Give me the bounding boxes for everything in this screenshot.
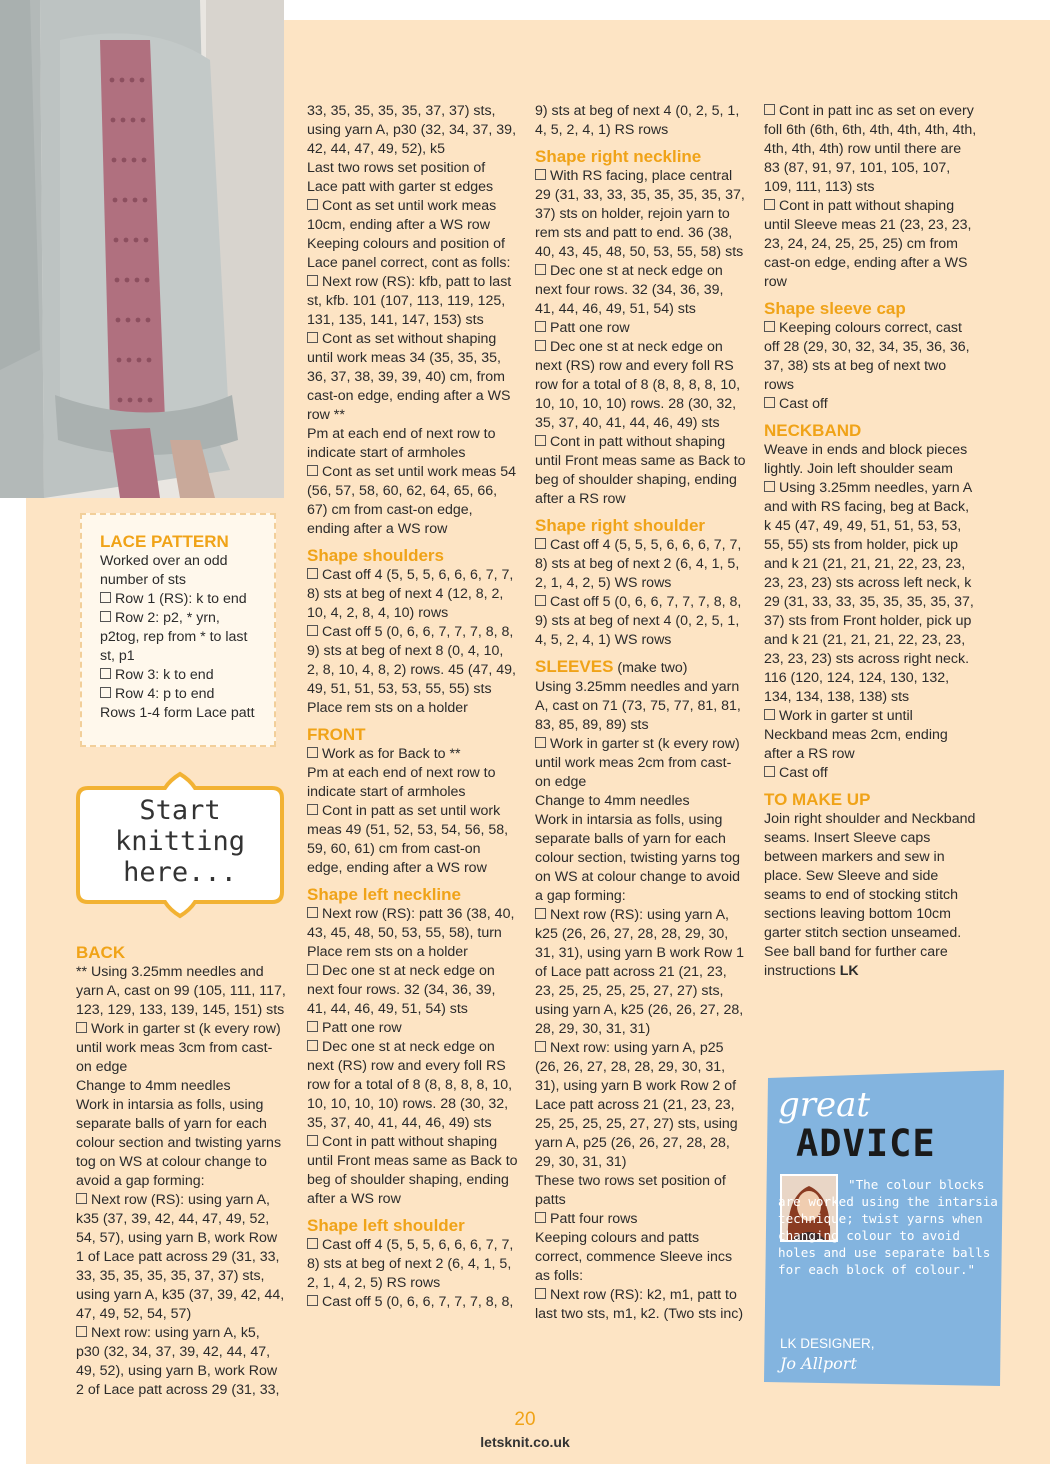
instruction-step: [307, 1019, 519, 1038]
instruction-text: Cast off 4 (5, 5, 5, 6, 6, 6, 7, 7, 8) sts at beg of next 2 (6, 4, 1, 5, 2, 1, 4, 2, 5) WS rows: [535, 537, 742, 591]
designer-quote: [778, 1176, 998, 1278]
page-number: 20: [514, 1409, 536, 1430]
lace-line-text: Row 3: k to end: [115, 667, 214, 683]
checkbox-icon[interactable]: [535, 435, 546, 446]
instruction-step: [764, 479, 978, 707]
section-heading: [535, 657, 747, 678]
instruction-step: [307, 566, 519, 623]
checkbox-icon[interactable]: [307, 1021, 318, 1032]
designer-label: LK DESIGNER,: [780, 1336, 875, 1351]
instruction-paragraph: 33, 35, 35, 35, 35, 37, 37) sts, using yarn A, p30 (32, 34, 37, 39, 42, 44, 47, 49, 52), k5: [307, 103, 517, 157]
lace-pattern-line: [100, 666, 260, 685]
checkbox-icon[interactable]: [307, 275, 318, 286]
checkbox-icon[interactable]: [764, 397, 775, 408]
instruction-step: [535, 906, 747, 1039]
instruction-step: [535, 319, 747, 338]
instruction-step: [535, 1039, 747, 1172]
instruction-text: Next row (RS): using yarn A, k35 (37, 39, 42, 44, 47, 49, 52, 54, 57), using yarn B, work Row 1 of Lace patt across 29 (31, 33, 33, 35, 35, 35, 35, 37, 37) sts, using yarn A, k35 (37, 39, 42, 44, 47, 49, 52, 54, 57): [76, 1192, 285, 1322]
checkbox-icon[interactable]: [535, 264, 546, 275]
instruction-text: Cast off 5 (0, 6, 6, 7, 7, 7, 8, 8, 9) sts at beg of next 4 (0, 2, 5, 1, 4, 5, 2, 4, 1) WS rows: [535, 594, 742, 648]
instruction-step: [535, 338, 747, 433]
instruction-step: [764, 395, 978, 414]
checkbox-icon[interactable]: [100, 611, 111, 622]
checkbox-icon[interactable]: [100, 592, 111, 603]
checkbox-icon[interactable]: [307, 907, 318, 918]
instruction-step: [76, 1324, 286, 1400]
instruction-step: [76, 1191, 286, 1324]
instruction-step: [307, 1038, 519, 1133]
instruction-text: Cont in patt without shaping until Sleeve meas 21 (23, 23, 23, 23, 24, 24, 25, 25, 25) cm from cast-on edge, ending after a WS row: [764, 198, 972, 290]
lace-pattern-line: [100, 685, 260, 704]
instruction-step: [307, 905, 519, 943]
checkbox-icon[interactable]: [307, 465, 318, 476]
instruction-text: Patt one row: [550, 320, 630, 336]
instruction-step: [307, 1133, 519, 1209]
instruction-text: Cast off 4 (5, 5, 5, 6, 6, 6, 7, 7, 8) sts at beg of next 2 (6, 4, 1, 5, 2, 1, 4, 2, 5) RS rows: [307, 1237, 514, 1291]
section-heading: NECKBAND: [764, 421, 862, 440]
instruction-step: [535, 167, 747, 262]
instruction-step: [535, 1286, 747, 1324]
instruction-paragraph: Last two rows set position of Lace patt with garter st edges: [307, 160, 494, 195]
instruction-text: Using 3.25mm needles, yarn A and with RS facing, beg at Back, k 45 (47, 49, 49, 51, 51, 53, 53, 55, 55) sts from holder, pick up and k 21 (21, 21, 21, 22, 23, 23, 23, 23, 23) sts across left neck, k 29 (31, 33, 33, 35, 35, 35, 35, 37, 37) sts from Front holder, pick up and k 21 (21, 21, 21, 22, 23, 23, 23, 23, 23) sts across right neck. 116 (120, 124, 124, 130, 132, 134, 134, 138, 138) sts: [764, 480, 974, 705]
badge-line-2: knitting: [114, 826, 246, 857]
lace-line-text: Row 2: p2, * yrn, p2tog, rep from * to last st, p1: [100, 610, 248, 664]
instruction-step: [307, 463, 519, 539]
instruction-text: Patt four rows: [550, 1211, 638, 1227]
instruction-text: Next row (RS): using yarn A, k25 (26, 26, 27, 28, 28, 29, 30, 31, 31), using yarn B work Row 1 of Lace patt across 21 (21, 23, 23, 25, 25, 25, 25, 27, 27) sts, using yarn A, k25 (26, 26, 27, 28, 28, 29, 30, 31, 31): [535, 907, 744, 1037]
instruction-step: [535, 1210, 747, 1229]
lace-line-text: Row 4: p to end: [115, 686, 215, 702]
great-heading: great: [778, 1085, 871, 1125]
checkbox-icon[interactable]: [535, 321, 546, 332]
instruction-text: Cast off 4 (5, 5, 5, 6, 6, 6, 7, 7, 8) sts at beg of next 4 (12, 8, 2, 10, 4, 2, 8, 4, 10) rows: [307, 567, 514, 621]
instruction-paragraph: Weave in ends and block pieces lightly. Join left shoulder seam: [764, 442, 968, 477]
instruction-text: Work in garter st (k every row) until work meas 3cm from cast-on edge: [76, 1021, 281, 1075]
start-knitting-text: [70, 795, 290, 888]
checkbox-icon[interactable]: [764, 199, 775, 210]
lace-pattern-line: [100, 590, 260, 609]
heading-text: SLEEVES: [535, 657, 614, 676]
lace-pattern-lines: [100, 552, 260, 723]
heading-suffix: (make two): [613, 660, 688, 676]
checkbox-icon[interactable]: [535, 1041, 546, 1052]
checkbox-icon[interactable]: [764, 766, 775, 777]
instruction-text: Dec one st at neck edge on next (RS) row and every foll RS row for a total of 8 (8, 8, 8, 8, 10, 10, 10, 10, 10) rows. 28 (30, 32, 35, 37, 40, 41, 44, 46, 49) sts: [307, 1039, 513, 1131]
instruction-text: Cast off 5 (0, 6, 6, 7, 7, 7, 8, 8,: [322, 1294, 514, 1310]
checkbox-icon[interactable]: [307, 332, 318, 343]
instruction-paragraph: Pm at each end of next row to indicate start of armholes: [307, 426, 496, 461]
instruction-text: Cast off: [779, 765, 828, 781]
instruction-paragraph: [764, 810, 978, 981]
checkbox-icon[interactable]: [100, 668, 111, 679]
column-finishing: [764, 102, 978, 981]
instruction-text: Cont in patt without shaping until Front meas same as Back to beg of shoulder shaping, ending after a RS row: [535, 434, 746, 507]
instruction-text: Cont as set until work meas 10cm, ending after a WS row: [307, 198, 497, 233]
section-heading: TO MAKE UP: [764, 790, 871, 809]
instruction-paragraph: Change to 4mm needles: [76, 1078, 231, 1094]
instruction-text: Patt one row: [322, 1020, 402, 1036]
lace-pattern-line: [100, 552, 260, 590]
section-heading: Shape right neckline: [535, 147, 702, 166]
section-heading: FRONT: [307, 725, 366, 744]
instruction-paragraph: ** Using 3.25mm needles and yarn A, cast on 99 (105, 111, 117, 123, 129, 133, 139, 145, 151) sts: [76, 964, 286, 1018]
instruction-step: [535, 536, 747, 593]
instruction-text: Cast off: [779, 396, 828, 412]
column-front: [307, 102, 519, 1312]
checkbox-icon[interactable]: [535, 1288, 546, 1299]
instruction-step: [535, 593, 747, 650]
lace-line-text: Row 1 (RS): k to end: [115, 591, 247, 607]
instruction-step: [307, 1293, 519, 1312]
checkbox-icon[interactable]: [535, 595, 546, 606]
instruction-paragraph: Change to 4mm needles: [535, 793, 690, 809]
instruction-paragraph: Pm at each end of next row to indicate start of armholes: [307, 765, 496, 800]
instruction-paragraph: These two rows set position of patts: [535, 1173, 726, 1208]
checkbox-icon[interactable]: [307, 199, 318, 210]
instruction-paragraph: Work in intarsia as folls, using separate balls of yarn for each colour section, twisting yarns tog on WS at colour change to avoid a gap forming:: [535, 812, 741, 904]
instruction-step: [307, 745, 519, 764]
instruction-text: Next row (RS): k2, m1, patt to last two sts, m1, k2. (Two sts inc): [535, 1287, 744, 1322]
checkbox-icon[interactable]: [535, 340, 546, 351]
checkbox-icon[interactable]: [307, 804, 318, 815]
instruction-text: Dec one st at neck edge on next (RS) row and every foll RS row for a total of 8 (8, 8, 8, 8, 10, 10, 10, 10, 10) rows. 28 (30, 32, 35, 37, 40, 41, 44, 46, 49) sts: [535, 339, 741, 431]
instruction-text: Work in garter st until Neckband meas 2cm, ending after a RS row: [764, 708, 948, 762]
instruction-text: With RS facing, place central 29 (31, 33, 33, 35, 35, 35, 35, 37, 37) sts on holder, rejoin yarn to rem sts and patt to end. 36 (38, 40, 43, 45, 48, 50, 53, 55, 58) sts: [535, 168, 745, 260]
section-heading: BACK: [76, 943, 126, 962]
instruction-step: [535, 262, 747, 319]
section-heading: Shape left neckline: [307, 885, 461, 904]
instruction-step: [76, 1020, 286, 1077]
instruction-text: Cont in patt inc as set on every foll 6th (6th, 6th, 4th, 4th, 4th, 4th, 4th, 4th, 4th) row until there are 83 (87, 91, 97, 101, 105, 107, 109, 111, 113) sts: [764, 103, 977, 195]
checkbox-icon[interactable]: [307, 964, 318, 975]
instruction-text: Work in garter st (k every row) until work meas 2cm from cast-on edge: [535, 736, 740, 790]
checkbox-icon[interactable]: [307, 568, 318, 579]
instruction-step: [307, 962, 519, 1019]
lace-line-text: Worked over an odd number of sts: [100, 553, 228, 588]
checkbox-icon[interactable]: [76, 1022, 87, 1033]
instruction-text: Join right shoulder and Neckband seams. Insert Sleeve caps between markers and sew in place. Sew Sleeve and side seams to end of stocking stitch sections leaving bottom 10cm garter stitch section unseamed. See ball band for further care instructions: [764, 811, 976, 979]
instruction-text: Cont as set until work meas 54 (56, 57, 58, 60, 62, 64, 65, 66, 67) cm from cast-on edge, ending after a WS row: [307, 464, 516, 537]
checkbox-icon[interactable]: [307, 747, 318, 758]
instruction-paragraph: Keeping colours and patts correct, commence Sleeve incs as folls:: [535, 1230, 733, 1284]
instruction-step: [535, 735, 747, 792]
instruction-text: Dec one st at neck edge on next four rows. 32 (34, 36, 39, 41, 44, 46, 49, 51, 54) sts: [307, 963, 496, 1017]
instruction-step: [764, 707, 978, 764]
lace-pattern-line: [100, 704, 260, 723]
sweater-sleeve-photo: [0, 0, 284, 498]
advice-heading: ADVICE: [796, 1122, 936, 1165]
instruction-paragraph: Using 3.25mm needles and yarn A, cast on 71 (73, 75, 77, 81, 81, 83, 85, 89, 89) sts: [535, 679, 741, 733]
column-back: [76, 936, 286, 1400]
designer-name: Jo Allport: [780, 1354, 857, 1373]
checkbox-icon[interactable]: [307, 1238, 318, 1249]
instruction-text: Next row (RS): kfb, patt to last st, kfb. 101 (107, 113, 119, 125, 131, 135, 141, 147, 153) sts: [307, 274, 512, 328]
instruction-step: [307, 623, 519, 699]
checkbox-icon[interactable]: [535, 737, 546, 748]
instruction-text: Cont in patt without shaping until Front meas same as Back to beg of shoulder shaping, ending after a WS row: [307, 1134, 518, 1207]
badge-line-3: here...: [123, 857, 237, 888]
instruction-paragraph: 9) sts at beg of next 4 (0, 2, 5, 1, 4, 5, 2, 4, 1) RS rows: [535, 103, 740, 138]
section-heading: Shape right shoulder: [535, 516, 706, 535]
lace-pattern-line: [100, 609, 260, 666]
badge-line-1: Start: [139, 795, 221, 826]
checkbox-icon[interactable]: [307, 1295, 318, 1306]
checkbox-icon[interactable]: [764, 104, 775, 115]
instruction-text: Next row (RS): patt 36 (38, 40, 43, 45, 48, 50, 53, 55, 58), turn: [307, 906, 515, 941]
instruction-step: [307, 1236, 519, 1293]
checkbox-icon[interactable]: [535, 169, 546, 180]
checkbox-icon[interactable]: [535, 1212, 546, 1223]
checkbox-icon[interactable]: [535, 908, 546, 919]
instruction-step: [764, 197, 978, 292]
instruction-step: [307, 273, 519, 330]
instruction-step: [307, 802, 519, 878]
checkbox-icon[interactable]: [100, 687, 111, 698]
instruction-text: Work as for Back to **: [322, 746, 461, 762]
instruction-step: [307, 197, 519, 235]
instruction-paragraph: Place rem sts on a holder: [307, 700, 468, 716]
lace-line-text: Rows 1-4 form Lace patt: [100, 705, 255, 721]
instruction-text: Next row: using yarn A, p25 (26, 26, 27, 28, 28, 29, 30, 31, 31), using yarn B work Row 2 of Lace patt across 21 (21, 23, 23, 25, 25, 25, 25, 27, 27) sts, using yarn A, p25 (26, 26, 27, 28, 28, 29, 30, 31, 31): [535, 1040, 738, 1170]
instruction-text: Cont as set without shaping until work meas 34 (35, 35, 35, 36, 37, 38, 39, 39, 40) cm, from cast-on edge, ending after a WS row **: [307, 331, 511, 423]
section-heading: Shape left shoulder: [307, 1216, 465, 1235]
checkbox-icon[interactable]: [764, 321, 775, 332]
instruction-step: [764, 764, 978, 783]
instruction-step: [307, 330, 519, 425]
instruction-text: Keeping colours correct, cast off 28 (29, 30, 32, 34, 35, 36, 36, 37, 38) sts at beg of next two rows: [764, 320, 970, 393]
instruction-paragraph: Keeping colours and position of Lace panel correct, cont as folls:: [307, 236, 511, 271]
checkbox-icon[interactable]: [764, 481, 775, 492]
end-mark: LK: [839, 963, 859, 979]
instruction-text: Dec one st at neck edge on next four rows. 32 (34, 36, 39, 41, 44, 46, 49, 51, 54) sts: [535, 263, 724, 317]
instruction-text: Cast off 5 (0, 6, 6, 7, 7, 7, 8, 8, 9) sts at beg of next 8 (0, 4, 10, 2, 8, 10, 4, 8, 2) rows. 45 (47, 49, 49, 51, 51, 53, 53, 55, 55) sts: [307, 624, 516, 697]
checkbox-icon[interactable]: [307, 625, 318, 636]
instruction-step: [764, 319, 978, 395]
checkbox-icon[interactable]: [76, 1193, 87, 1204]
section-heading: Shape shoulders: [307, 546, 444, 565]
checkbox-icon[interactable]: [307, 1135, 318, 1146]
section-heading: Shape sleeve cap: [764, 299, 906, 318]
quote-text: "The colour blocks are worked using the intarsia technique; twist yarns when changing colour to avoid holes and use separate balls for each block of colour.": [778, 1177, 998, 1277]
checkbox-icon[interactable]: [535, 538, 546, 549]
checkbox-icon[interactable]: [76, 1326, 87, 1337]
instruction-step: [764, 102, 978, 197]
instruction-paragraph: Place rem sts on a holder: [307, 944, 468, 960]
instruction-text: Cont in patt as set until work meas 49 (51, 52, 53, 54, 56, 58, 59, 60, 61) cm from cast-on edge, ending after a WS row: [307, 803, 509, 876]
instruction-paragraph: Work in intarsia as folls, using separate balls of yarn for each colour section and twisting yarns tog on WS at colour change to avoid a gap forming:: [76, 1097, 282, 1189]
column-sleeves: [535, 102, 747, 1324]
lace-pattern-box: [80, 513, 276, 747]
website-link[interactable]: letsknit.co.uk: [480, 1434, 570, 1450]
lace-pattern-title: LACE PATTERN: [100, 532, 229, 551]
checkbox-icon[interactable]: [764, 709, 775, 720]
instruction-text: Next row: using yarn A, k5, p30 (32, 34, 37, 39, 42, 44, 47, 49, 52), using yarn B, work Row 2 of Lace patt across 29 (31, 33,: [76, 1325, 280, 1398]
checkbox-icon[interactable]: [307, 1040, 318, 1051]
instruction-step: [535, 433, 747, 509]
